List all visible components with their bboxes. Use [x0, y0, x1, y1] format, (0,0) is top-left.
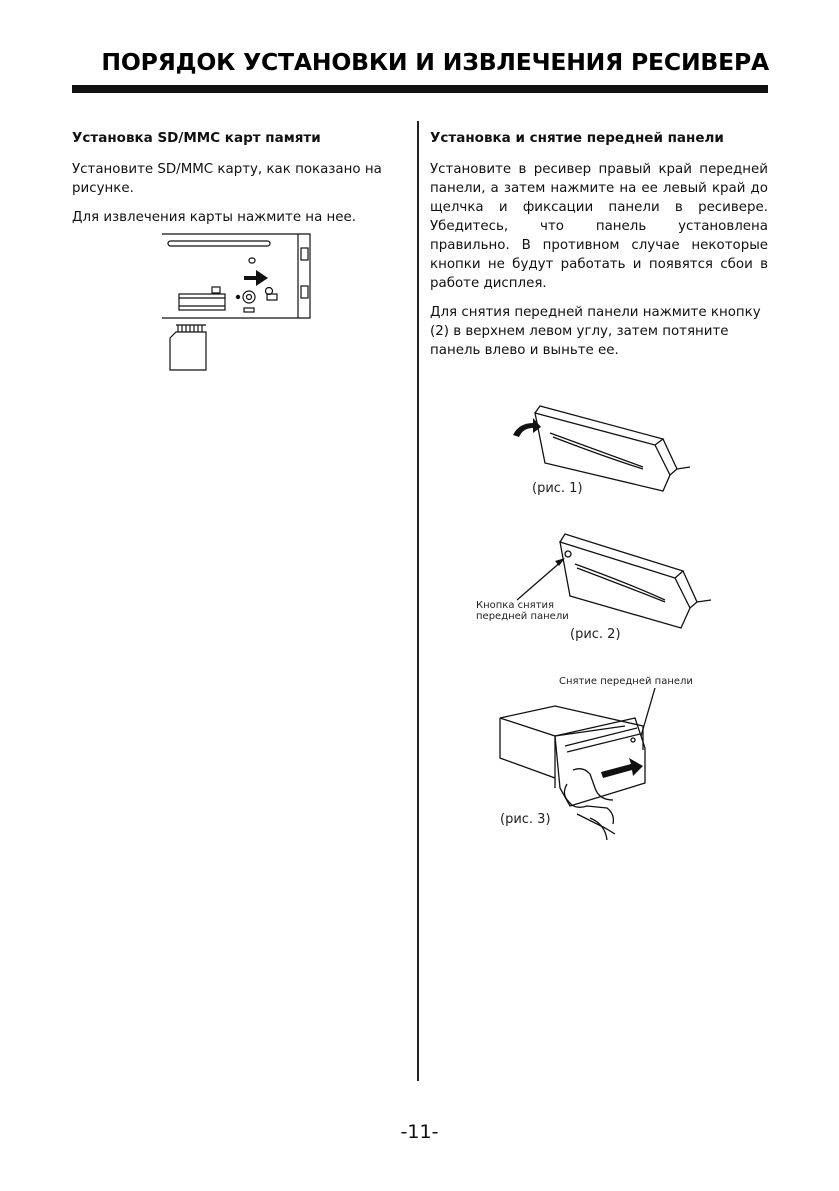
sd-card-heading: Установка SD/MMC карт памяти: [72, 130, 321, 146]
figure-1-caption: (рис. 1): [532, 481, 583, 496]
title-rule: [72, 85, 768, 93]
page-title: ПОРЯДОК УСТАНОВКИ И ИЗВЛЕЧЕНИЯ РЕСИВЕРА: [101, 48, 769, 76]
figure-3-panel-removal: [495, 676, 693, 848]
figure-3-callout: Снятие передней панели: [559, 676, 693, 687]
sd-card-paragraph-1: Установите SD/MMC карту, как показано на рисунке.: [72, 162, 382, 196]
sd-card-paragraph-2: Для извлечения карты нажмите на нее.: [72, 210, 357, 225]
figure-2-callout-line-1: Кнопка снятия: [476, 600, 555, 611]
figure-2-caption: (рис. 2): [570, 627, 621, 642]
figure-3-caption: (рис. 3): [500, 812, 551, 827]
figure-2-callout-line-2: передней панели: [476, 611, 569, 622]
front-panel-paragraph-2: Для снятия передней панели нажмите кнопку (2) в верхнем левом углу, затем потяните панель влево и выньте ее.: [430, 305, 761, 358]
sd-card-illustration: [160, 228, 320, 373]
front-panel-heading: Установка и снятие передней панели: [430, 130, 724, 146]
page-number: -11-: [400, 1121, 439, 1143]
front-panel-paragraph-1: Установите в ресивер правый край передней панели, а затем нажмите на ее левый край до щелчка и фиксации панели в ресивере. Убедитесь, что панель установлена правильно. В противном случае некоторые кнопки не будут работать и появятся сбои в работе дисплея.: [430, 162, 768, 291]
column-divider: [417, 121, 419, 1081]
right-column: [430, 130, 768, 370]
left-column: [72, 130, 410, 237]
figure-1-panel-install: [505, 405, 695, 495]
figure-2-panel-release: [475, 528, 715, 642]
figure-2-callout: [476, 600, 569, 622]
